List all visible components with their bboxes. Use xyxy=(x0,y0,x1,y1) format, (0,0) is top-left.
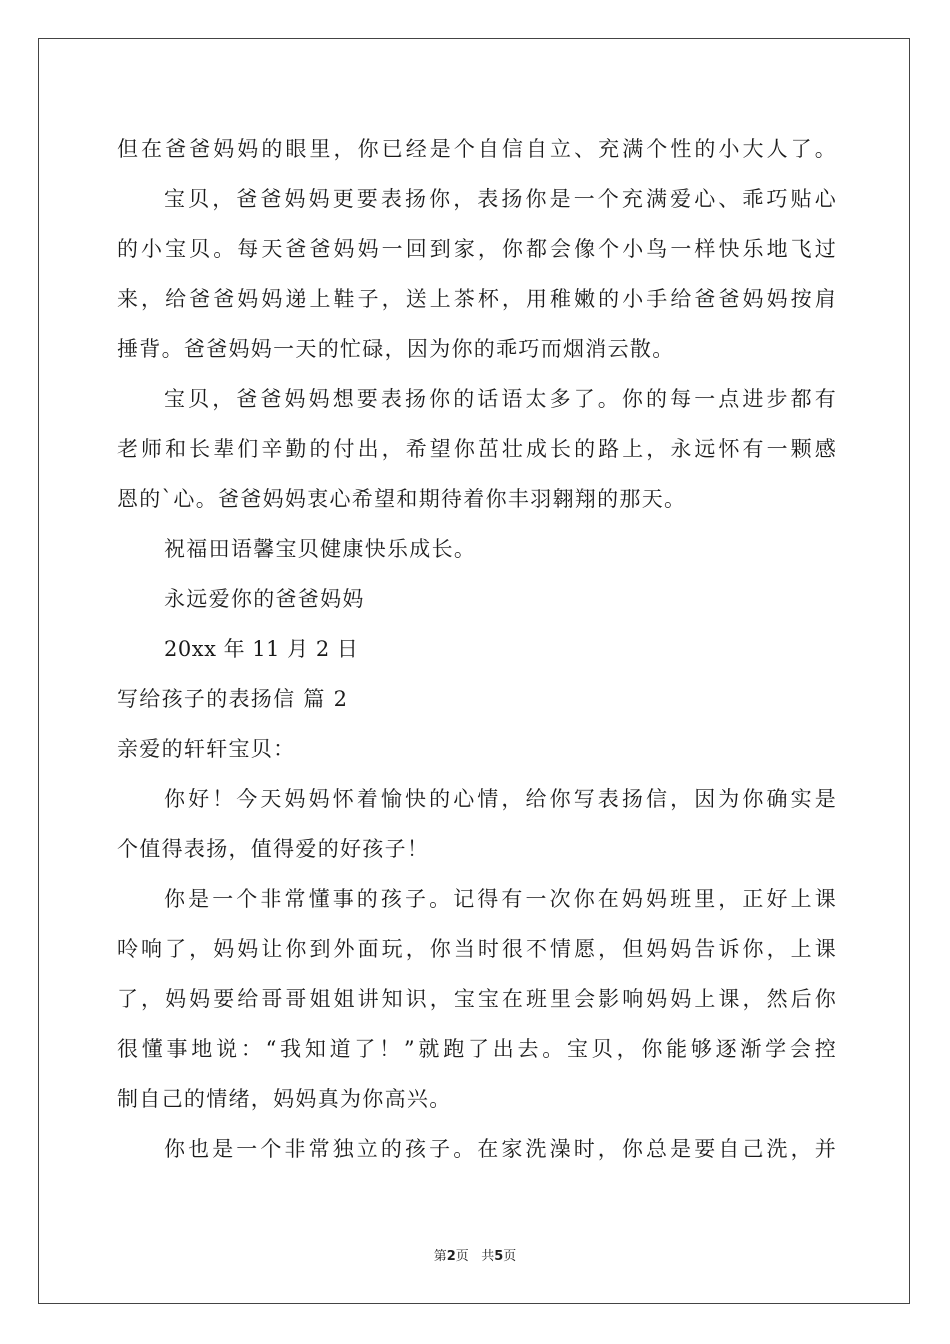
section-heading: 写给孩子的表扬信 篇 2 xyxy=(117,687,349,711)
text-line: 很懂事地说：“我知道了！”就跑了出去。宝贝，你能够逐渐学会控 xyxy=(117,1037,837,1061)
paragraph-start-line: 你也是一个非常独立的孩子。在家洗澡时，你总是要自己洗，并 xyxy=(164,1137,837,1161)
text-line: 了，妈妈要给哥哥姐姐讲知识，宝宝在班里会影响妈妈上课，然后你 xyxy=(117,987,837,1011)
text-line: 恩的`心。爸爸妈妈衷心希望和期待着你丰羽翱翔的那天。 xyxy=(117,487,687,511)
page-footer xyxy=(0,1248,950,1266)
text-line: 老师和长辈们辛勤的付出，希望你茁壮成长的路上，永远怀有一颗感 xyxy=(117,437,837,461)
date-line: 20xx 年 11 月 2 日 xyxy=(164,637,359,661)
paragraph-start-line: 宝贝，爸爸妈妈更要表扬你，表扬你是一个充满爱心、乖巧贴心 xyxy=(164,187,837,211)
text-line: 呤响了，妈妈让你到外面玩，你当时很不情愿，但妈妈告诉你，上课 xyxy=(117,937,837,961)
salutation-line: 亲爱的轩轩宝贝： xyxy=(117,737,296,761)
total-pages-number: 5 xyxy=(494,1249,504,1264)
blessing-line: 祝福田语馨宝贝健康快乐成长。 xyxy=(164,537,477,561)
text-line: 的小宝贝。每天爸爸妈妈一回到家，你都会像个小鸟一样快乐地飞过 xyxy=(117,237,837,261)
signature-line: 永远爱你的爸爸妈妈 xyxy=(164,587,365,611)
text-line: 来，给爸爸妈妈递上鞋子，送上茶杯，用稚嫩的小手给爸爸妈妈按肩 xyxy=(117,287,837,311)
footer-prefix: 第 xyxy=(433,1249,447,1264)
paragraph-start-line: 你好！今天妈妈怀着愉快的心情，给你写表扬信，因为你确实是 xyxy=(164,787,837,811)
paragraph-start-line: 你是一个非常懂事的孩子。记得有一次你在妈妈班里，正好上课 xyxy=(164,887,837,911)
footer-middle: 页 共 xyxy=(455,1249,495,1264)
paragraph-start-line: 宝贝，爸爸妈妈想要表扬你的话语太多了。你的每一点进步都有 xyxy=(164,387,837,411)
text-line: 捶背。爸爸妈妈一天的忙碌，因为你的乖巧而烟消云散。 xyxy=(117,337,675,361)
text-line: 制自己的情绪，妈妈真为你高兴。 xyxy=(117,1087,452,1111)
current-page-number: 2 xyxy=(446,1249,456,1264)
page-border xyxy=(38,38,910,1304)
footer-suffix: 页 xyxy=(503,1249,517,1264)
text-line: 但在爸爸妈妈的眼里，你已经是个自信自立、充满个性的小大人了。 xyxy=(117,137,837,161)
text-line: 个值得表扬，值得爱的好孩子！ xyxy=(117,837,430,861)
